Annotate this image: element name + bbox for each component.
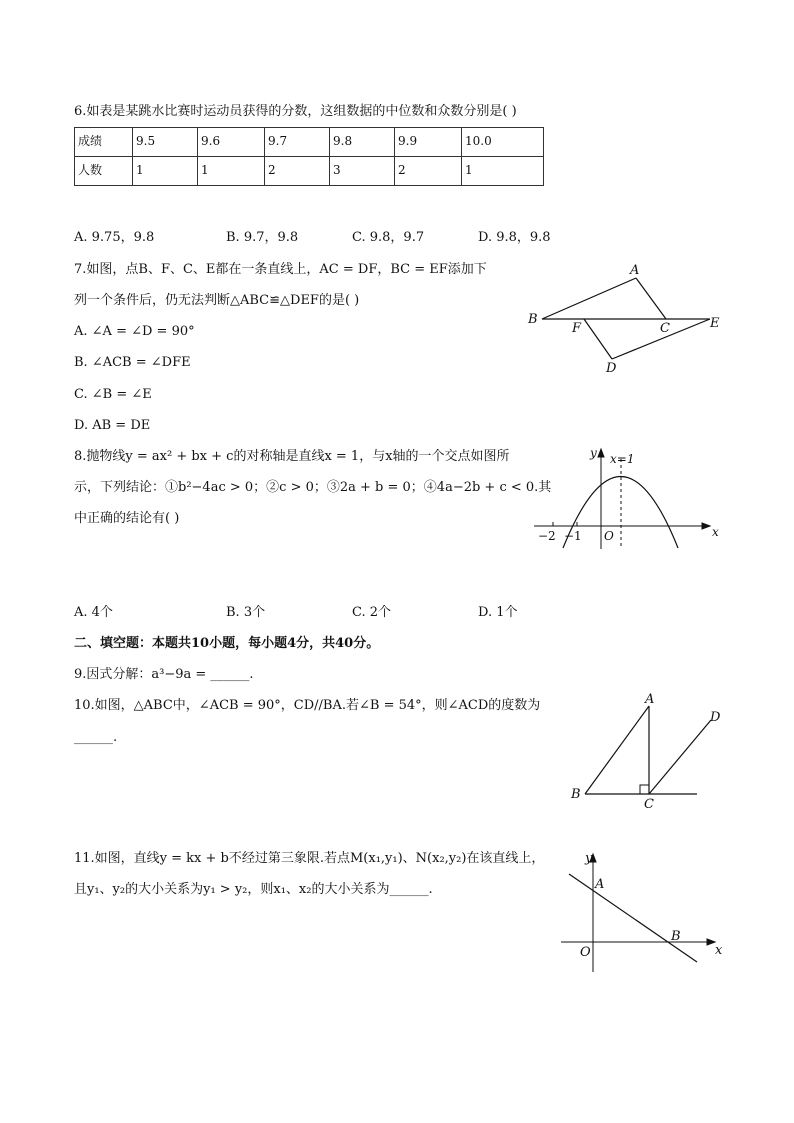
table-cell: 10.0 <box>462 128 544 157</box>
q8-option-d: D. 1个 <box>478 605 518 620</box>
table-cell: 9.7 <box>265 128 330 157</box>
point-a-label: A <box>630 263 640 278</box>
table-cell: 1 <box>462 157 544 186</box>
x-axis-label: x <box>715 943 723 958</box>
point-b-label: B <box>528 312 538 327</box>
origin-label: O <box>580 945 591 960</box>
score-table <box>74 127 544 186</box>
table-cell: 1 <box>133 157 198 186</box>
table-cell: 人数 <box>75 157 133 186</box>
q6-option-a: A. 9.75，9.8 <box>74 230 155 245</box>
origin-label: O <box>604 529 614 543</box>
q8-parabola-figure <box>530 445 730 555</box>
q9-stem: 9.因式分解：a³−9a = ______. <box>74 667 254 682</box>
table-cell: 3 <box>330 157 395 186</box>
q8-option-c: C. 2个 <box>352 605 392 620</box>
point-f-label: F <box>572 321 582 336</box>
q10-figure <box>565 692 735 814</box>
tick-label-m2: −2 <box>538 529 556 543</box>
q11-figure <box>555 848 735 978</box>
point-d-label: D <box>710 710 721 725</box>
table-row <box>75 157 544 186</box>
q7-line2: 列一个条件后，仍无法判断△ABC≌△DEF的是( ) <box>74 293 360 308</box>
q7-option-c: C. ∠B = ∠E <box>74 387 152 402</box>
y-axis-arrow <box>598 449 604 457</box>
q6-option-d: D. 9.8，9.8 <box>478 230 551 245</box>
point-c-label: C <box>660 321 670 336</box>
q8-line1: 8.抛物线y = ax² + bx + c的对称轴是直线x = 1，与x轴的一个交点如图所 <box>74 449 510 464</box>
point-b-label: B <box>671 929 681 944</box>
q11-line1: 11.如图，直线y = kx + b不经过第三象限.若点M(x₁,y₁)、N(x₂,y₂)在该直线上， <box>74 851 545 866</box>
line-ba <box>542 278 636 319</box>
tick-label-m1: −1 <box>564 529 582 543</box>
x-axis-label: x <box>712 525 719 539</box>
y-axis-label: y <box>585 851 593 866</box>
point-a-label: A <box>645 692 655 707</box>
q7-figure <box>520 260 730 380</box>
table-cell: 9.9 <box>395 128 462 157</box>
point-d-label: D <box>606 361 617 376</box>
line-ba <box>585 706 649 794</box>
section-heading: 二、填空题：本题共10小题，每小题4分，共40分。 <box>74 636 380 651</box>
q8-line3: 中正确的结论有( ) <box>74 511 180 526</box>
q7-option-a: A. ∠A = ∠D = 90° <box>74 324 195 339</box>
symmetry-axis-label: x=1 <box>610 452 635 466</box>
q8-option-a: A. 4个 <box>74 605 113 620</box>
line-ac <box>636 278 666 319</box>
q8-line2: 示，下列结论：①b²−4ac > 0；②c > 0；③2a + b = 0；④4a−2b + c < 0.其 <box>74 480 552 495</box>
table-cell: 9.6 <box>198 128 265 157</box>
table-cell: 2 <box>395 157 462 186</box>
point-b-label: B <box>571 787 581 802</box>
line-fd <box>584 319 612 359</box>
table-cell: 9.5 <box>133 128 198 157</box>
y-axis-label: y <box>590 446 597 460</box>
q7-option-b: B. ∠ACB = ∠DFE <box>74 355 191 370</box>
point-c-label: C <box>644 797 654 812</box>
line-cd <box>649 720 711 794</box>
table-row <box>75 128 544 157</box>
point-a-label: A <box>595 877 605 892</box>
q11-line2: 且y₁、y₂的大小关系为y₁ > y₂，则x₁、x₂的大小关系为______. <box>74 882 433 897</box>
q6-stem: 6.如表是某跳水比赛时运动员获得的分数，这组数据的中位数和众数分别是( ) <box>74 104 517 119</box>
table-cell: 2 <box>265 157 330 186</box>
q7-line1: 7.如图，点B、F、C、E都在一条直线上，AC = DF，BC = EF添加下 <box>74 262 487 277</box>
q10-line2: ______. <box>74 730 118 745</box>
point-e-label: E <box>710 316 720 331</box>
table-cell: 1 <box>198 157 265 186</box>
x-axis-arrow <box>707 939 715 945</box>
x-axis-arrow <box>702 523 710 529</box>
q6-option-b: B. 9.7，9.8 <box>226 230 299 245</box>
q8-option-b: B. 3个 <box>226 605 266 620</box>
q10-line1: 10.如图，△ABC中，∠ACB = 90°，CD//BA.若∠B = 54°，则∠ACD的度数为 <box>74 698 541 713</box>
table-cell: 成绩 <box>75 128 133 157</box>
table-cell: 9.8 <box>330 128 395 157</box>
q7-option-d: D. AB = DE <box>74 418 151 433</box>
q6-option-c: C. 9.8，9.7 <box>352 230 425 245</box>
right-angle-mark <box>640 785 649 794</box>
